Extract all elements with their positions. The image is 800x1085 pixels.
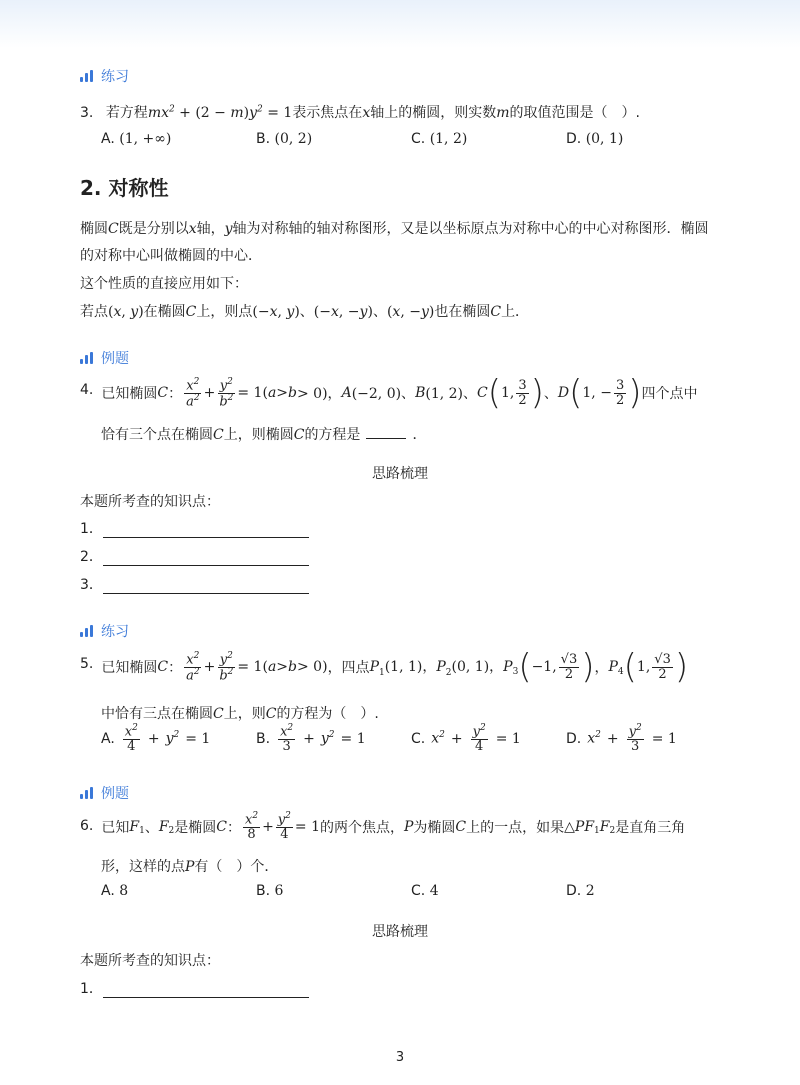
knowledge-blank[interactable] <box>103 983 309 998</box>
badge-label: 练习 <box>101 69 129 85</box>
paragraph-4: 若点(x, y)在椭圆C上，则点(−x, y)、(−x, −y)、(x, −y)也在椭圆C上． <box>80 304 530 320</box>
question-4-line-2: 恰有三个点在椭圆C上，则椭圆C的方程是 ． <box>101 427 427 443</box>
bars-icon <box>80 787 93 799</box>
knowledge-blank[interactable] <box>103 523 309 538</box>
paragraph-2: 的对称中心叫做椭圆的中心． <box>80 248 262 264</box>
option-d[interactable]: D. 2 <box>566 883 595 899</box>
option-c[interactable]: C. $x^2$ + $\frac{y^2}{4}$ = 1 <box>411 723 521 754</box>
question-5: 5. 已知椭圆 C ： $\frac{x^2}{a^2}$ + $\frac{y^2}{b^2}$ = 1( a > b > 0) ，四点 P $_1$(1, 1)， P $_2$(0, 1)， P $_3$ ( −1, $\frac{√3}{2}$ ) ， P $_4$ ( 1, $\frac{√3}{2}$ ) <box>80 647 689 687</box>
knowledge-item: 2． <box>80 546 309 566</box>
example-badge: 例题 <box>80 783 129 803</box>
paragraph-1: 椭圆C既是分别以x轴，y轴为对称轴的轴对称图形，又是以坐标原点为对称中心的中心对称图形．椭圆 <box>80 221 709 237</box>
bars-icon <box>80 625 93 637</box>
question-3: 3. 若方程$mx^2 + (2 - m)y^2 = 1$表示焦点在x轴上的椭圆，则实数m的取值范围是（ ）. <box>80 104 640 121</box>
knowledge-blank[interactable] <box>103 551 309 566</box>
option-a[interactable]: A. (1, +∞) <box>101 131 172 147</box>
question-6-line-2: 形，这样的点P有（ ）个． <box>101 859 279 875</box>
practice-badge <box>80 66 129 86</box>
analysis-intro: 本题所考查的知识点： <box>80 953 220 969</box>
option-a[interactable]: A. 8 <box>101 883 129 899</box>
option-b[interactable]: B. $\frac{x^2}{3}$ + $y^2$ = 1 <box>256 723 366 754</box>
option-d[interactable]: D. (0, 1) <box>566 131 624 147</box>
option-a[interactable]: A. $\frac{x^2}{4}$ + $y^2$ = 1 <box>101 723 211 754</box>
knowledge-blank[interactable] <box>103 579 309 594</box>
knowledge-item: 1． <box>80 518 309 538</box>
bars-icon <box>80 70 93 82</box>
knowledge-item: 3． <box>80 574 309 594</box>
bars-icon <box>80 352 93 364</box>
section-heading: 2. 对称性 <box>80 176 169 200</box>
practice-badge: 练习 <box>80 621 129 641</box>
analysis-intro: 本题所考查的知识点： <box>80 494 220 510</box>
paragraph-3: 这个性质的直接应用如下： <box>80 276 248 292</box>
option-c[interactable]: C. 4 <box>411 883 439 899</box>
page-number: 3 <box>395 1050 405 1065</box>
analysis-title: 思路梳理 <box>372 466 428 482</box>
question-4: 4. 已知椭圆 C ： $\frac{x^2}{a^2}$ + $\frac{y^2}{b^2}$ = 1( a > b > 0)， A (−2, 0)、 B (1, 2)、 C ( 1, $\frac{3}{2}$ ) 、 D ( 1, − $\frac{3}{2}$ ) 四个点中 <box>80 373 698 413</box>
option-b[interactable]: B. (0, 2) <box>256 131 313 147</box>
answer-blank[interactable] <box>366 438 406 439</box>
knowledge-item: 1． <box>80 978 309 998</box>
question-5-line-2: 中恰有三点在椭圆C上，则C的方程为（ ）. <box>101 706 379 722</box>
example-badge: 例题 <box>80 348 129 368</box>
option-d[interactable]: D. $x^2$ + $\frac{y^2}{3}$ = 1 <box>566 723 677 754</box>
question-6: 6. 已知 F $_1$ 、 F $_2$ 是椭圆 C ： $\frac{x^2}{8}$ + $\frac{y^2}{4}$ = 1 的两个焦点， P 为椭圆 C 上的一点，如果 △ PF $_1$ F $_2$ 是直角三角 <box>80 811 686 842</box>
option-b[interactable]: B. 6 <box>256 883 284 899</box>
header-band <box>0 0 800 48</box>
analysis-title: 思路梳理 <box>372 924 428 940</box>
option-c[interactable]: C. (1, 2) <box>411 131 468 147</box>
